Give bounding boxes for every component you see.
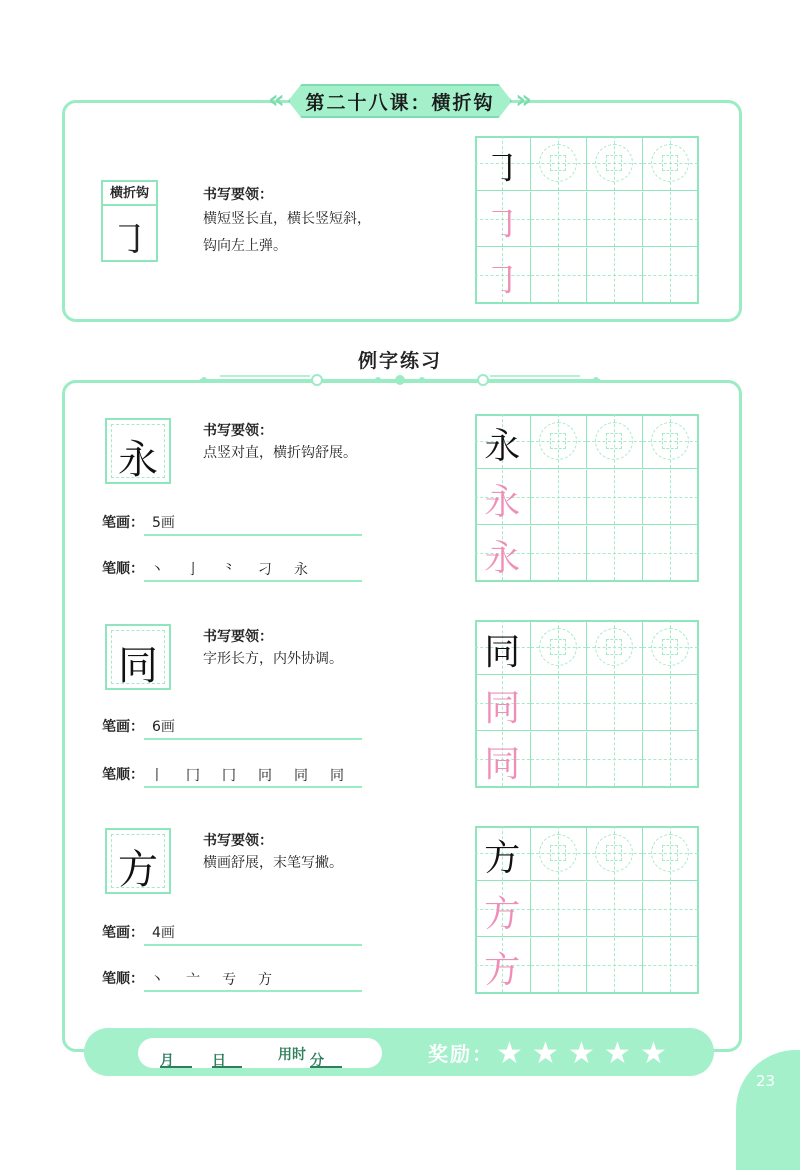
practice-cell[interactable] [475, 620, 531, 675]
example-char-box [105, 418, 171, 484]
practice-cell[interactable] [643, 136, 699, 191]
stroke-count: 6画 [152, 719, 175, 735]
practice-cell[interactable] [475, 248, 531, 303]
star-icon[interactable]: ★ [640, 1036, 667, 1071]
practice-cell[interactable] [643, 526, 699, 581]
practice-cell[interactable] [643, 192, 699, 247]
stroke-order-step: 同 [294, 768, 308, 784]
left-chevron-icon: « [268, 85, 285, 115]
stroke-order-step: 冋 [258, 768, 272, 784]
model-char: ㇆ [484, 260, 521, 301]
practice-cell[interactable] [587, 620, 643, 675]
section-title: 例字练习 [357, 350, 442, 372]
practice-cell[interactable] [475, 882, 531, 937]
practice-cell[interactable] [475, 826, 531, 881]
star-icon[interactable]: ★ [496, 1036, 523, 1071]
practice-cell[interactable] [475, 526, 531, 581]
stroke-count-field: 笔画： 4画 [102, 920, 362, 946]
stroke-order-field: 笔顺： 丨 冂 冂 冋 同 同 [102, 762, 362, 788]
model-char: ㇆ [484, 204, 521, 245]
practice-grid-2[interactable] [475, 620, 699, 788]
stroke-order-step: 刁 [258, 562, 272, 578]
ornament-divider [200, 370, 600, 390]
practice-cell[interactable] [475, 136, 531, 191]
practice-cell[interactable] [531, 882, 587, 937]
right-chevron-icon: » [515, 85, 532, 115]
model-char: 同 [484, 744, 521, 785]
practice-cell[interactable] [587, 826, 643, 881]
example-char-box [105, 624, 171, 690]
model-char: 永 [484, 538, 521, 579]
stroke-tip-label: 书写要领： [203, 187, 273, 203]
star-icon[interactable]: ★ [604, 1036, 631, 1071]
practice-cell[interactable] [531, 938, 587, 993]
star-icon[interactable]: ★ [532, 1036, 559, 1071]
practice-cell[interactable] [643, 676, 699, 731]
practice-cell[interactable] [531, 192, 587, 247]
stroke-tip-line2: 钩向左上弹。 [203, 238, 287, 254]
stroke-count-field: 笔画： 6画 [102, 714, 362, 740]
practice-cell[interactable] [643, 826, 699, 881]
practice-cell[interactable] [643, 248, 699, 303]
practice-cell[interactable] [643, 732, 699, 787]
time-label: 用时 [278, 1047, 306, 1063]
practice-cell[interactable] [587, 414, 643, 469]
model-char: 同 [484, 632, 521, 673]
practice-cell[interactable] [587, 136, 643, 191]
practice-cell[interactable] [531, 676, 587, 731]
stroke-order-field: 笔顺： 丶 亅 ⺀ 刁 永 [102, 556, 362, 582]
practice-cell[interactable] [531, 414, 587, 469]
stroke-count: 4画 [152, 925, 175, 941]
stroke-order-list [150, 765, 344, 785]
practice-cell[interactable] [531, 620, 587, 675]
practice-cell[interactable] [531, 248, 587, 303]
stroke-order-step: 丶 [150, 562, 164, 578]
stroke-order-list [150, 559, 308, 579]
stroke-order-step: 亠 [186, 972, 200, 988]
stroke-order-step: 丶 [150, 972, 164, 988]
example-tip-label: 书写要领： [203, 423, 273, 439]
stroke-count: 5画 [152, 515, 175, 531]
day-label: 日 [212, 1053, 226, 1069]
practice-cell[interactable] [587, 192, 643, 247]
model-char: 永 [484, 426, 521, 467]
practice-cell[interactable] [643, 470, 699, 525]
practice-cell[interactable] [643, 620, 699, 675]
stroke-order-step: 丨 [150, 768, 164, 784]
page-number: 23 [756, 1072, 776, 1090]
stroke-glyph: ㇆ [110, 217, 149, 261]
star-icon[interactable]: ★ [568, 1036, 595, 1071]
stroke-card [101, 180, 158, 262]
practice-cell[interactable] [475, 192, 531, 247]
model-char: 方 [484, 950, 521, 991]
model-char: ㇆ [484, 148, 521, 189]
practice-cell[interactable] [587, 470, 643, 525]
practice-cell[interactable] [643, 938, 699, 993]
practice-grid-3[interactable] [475, 826, 699, 994]
stroke-order-step: 同 [330, 768, 344, 784]
practice-cell[interactable] [587, 676, 643, 731]
practice-cell[interactable] [475, 676, 531, 731]
practice-cell[interactable] [475, 470, 531, 525]
stroke-glyph-cell [103, 206, 156, 260]
stroke-tip-line1: 横短竖长直，横长竖短斜， [203, 211, 371, 227]
model-char: 方 [484, 894, 521, 935]
practice-cell[interactable] [475, 414, 531, 469]
practice-cell[interactable] [531, 826, 587, 881]
practice-cell[interactable] [587, 882, 643, 937]
stroke-order-step: 冂 [186, 768, 200, 784]
example-tip-label: 书写要领： [203, 833, 273, 849]
example-tip: 横画舒展，末笔写撇。 [203, 855, 343, 871]
minute-label: 分 [310, 1053, 324, 1069]
stroke-count-field: 笔画： 5画 [102, 510, 362, 536]
example-char: 方 [118, 847, 158, 893]
stroke-name: 横折钩 [103, 182, 156, 206]
month-label: 月 [160, 1053, 174, 1069]
practice-cell[interactable] [587, 732, 643, 787]
model-char: 同 [484, 688, 521, 729]
practice-cell[interactable] [587, 526, 643, 581]
reward-label: 奖励： [428, 1042, 494, 1066]
practice-cell[interactable] [587, 248, 643, 303]
practice-cell[interactable] [475, 938, 531, 993]
practice-grid-stroke[interactable] [475, 136, 699, 304]
stroke-order-field: 笔顺： 丶 亠 亐 方 [102, 966, 362, 992]
model-char: 永 [484, 482, 521, 523]
stroke-order-step: 亅 [186, 562, 200, 578]
stroke-order-step: 方 [258, 972, 272, 988]
practice-cell[interactable] [475, 732, 531, 787]
stroke-order-step: 冂 [222, 768, 236, 784]
page-corner [736, 1050, 800, 1170]
lesson-banner [270, 84, 530, 118]
practice-cell[interactable] [643, 882, 699, 937]
stroke-order-step: 永 [294, 562, 308, 578]
stroke-order-step: 亐 [222, 972, 236, 988]
model-char: 方 [484, 838, 521, 879]
practice-cell[interactable] [587, 938, 643, 993]
stroke-order-step: ⺀ [222, 562, 236, 578]
example-tip-label: 书写要领： [203, 629, 273, 645]
practice-cell[interactable] [643, 414, 699, 469]
example-char-box [105, 828, 171, 894]
date-time-pill [138, 1038, 382, 1068]
practice-grid-1[interactable] [475, 414, 699, 582]
practice-cell[interactable] [531, 136, 587, 191]
example-char: 永 [118, 437, 158, 483]
stroke-order-list [150, 969, 272, 989]
lesson-title: 第二十八课：横折钩 [305, 92, 495, 114]
practice-cell[interactable] [531, 526, 587, 581]
practice-cell[interactable] [531, 470, 587, 525]
example-char: 同 [118, 643, 158, 689]
example-tip: 点竖对直，横折钩舒展。 [203, 445, 357, 461]
example-tip: 字形长方，内外协调。 [203, 651, 343, 667]
practice-cell[interactable] [531, 732, 587, 787]
